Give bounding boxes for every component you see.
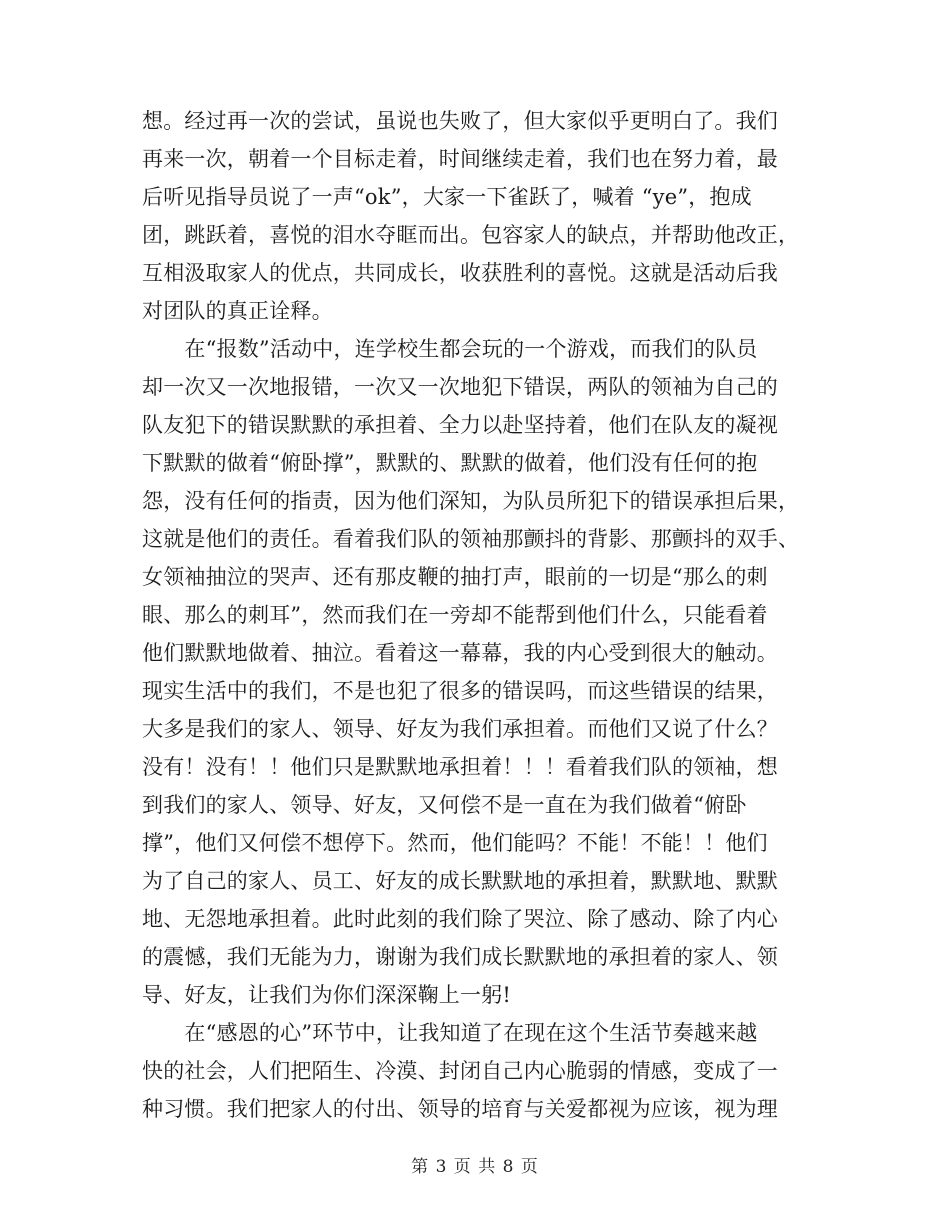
text-line: 撑”，他们又何偿不想停下。然而，他们能吗？不能！不能！！他们 (142, 831, 768, 855)
text-line: 现实生活中的我们，不是也犯了很多的错误吗，而这些错误的结果， (142, 679, 778, 703)
text-line: 到我们的家人、领导、好友，又何偿不是一直在为我们做着“俯卧 (142, 793, 747, 817)
text-line: 队友犯下的错误默默的承担着、全力以赴坚持着，他们在队友的凝视 (142, 413, 778, 437)
text-line: 为了自己的家人、员工、好友的成长默默地的承担着，默默地、默默 (142, 869, 778, 893)
text-line: 女领袖抽泣的哭声、还有那皮鞭的抽打声，眼前的一切是“那么的刺 (142, 565, 768, 589)
text-line: 怨，没有任何的指责，因为他们深知，为队员所犯下的错误承担后果， (142, 489, 800, 513)
text-line: 的震憾，我们无能为力，谢谢为我们成长默默地的承担着的家人、领 (142, 945, 778, 969)
text-line: 这就是他们的责任。看着我们队的领袖那颤抖的背影、那颤抖的双手、 (142, 527, 800, 551)
text-line: 导、好友，让我们为你们深深鞠上一躬! (142, 983, 512, 1007)
page-footer: 第 3 页 共 8 页 (411, 1157, 539, 1177)
text-line: 他们默默地做着、抽泣。看着这一幕幕，我的内心受到很大的触动。 (142, 641, 778, 665)
text-line: 快的社会，人们把陌生、冷漠、封闭自己内心脆弱的情感，变成了一 (142, 1059, 778, 1083)
text-line: 团，跳跃着，喜悦的泪水夺眶而出。包容家人的缺点，并帮助他改正， (142, 223, 800, 247)
text-line: 地、无怨地承担着。此时此刻的我们除了哭泣、除了感动、除了内心 (142, 907, 778, 931)
text-line: 互相汲取家人的优点，共同成长，收获胜利的喜悦。这就是活动后我 (142, 261, 778, 285)
text-line: 再来一次，朝着一个目标走着，时间继续走着，我们也在努力着，最 (142, 147, 778, 171)
text-line: 在“报数”活动中，连学校生都会玩的一个游戏，而我们的队员 (142, 337, 758, 361)
text-line: 却一次又一次地报错，一次又一次地犯下错误，两队的领袖为自己的 (142, 375, 778, 399)
text-line: 没有！没有！！他们只是默默地承担着！！！看着我们队的领袖，想 (142, 755, 778, 779)
text-line: 大多是我们的家人、领导、好友为我们承担着。而他们又说了什么？ (142, 717, 778, 741)
body-text (142, 102, 822, 1128)
text-line: 种习惯。我们把家人的付出、领导的培育与关爱都视为应该，视为理 (142, 1097, 778, 1121)
text-line: 后听见指导员说了一声“ok”，大家一下雀跃了，喊着 “ye”，抱成 (142, 185, 752, 209)
text-line: 下默默的做着“俯卧撑”，默默的、默默的做着，他们没有任何的抱 (142, 451, 758, 475)
text-line: 眼、那么的刺耳”，然而我们在一旁却不能帮到他们什么，只能看着 (142, 603, 768, 627)
text-line: 想。经过再一次的尝试，虽说也失败了，但大家似乎更明白了。我们 (142, 109, 778, 133)
text-line: 在“感恩的心”环节中，让我知道了在现在这个生活节奏越来越 (142, 1021, 758, 1045)
text-line: 对团队的真正诠释。 (142, 299, 333, 323)
